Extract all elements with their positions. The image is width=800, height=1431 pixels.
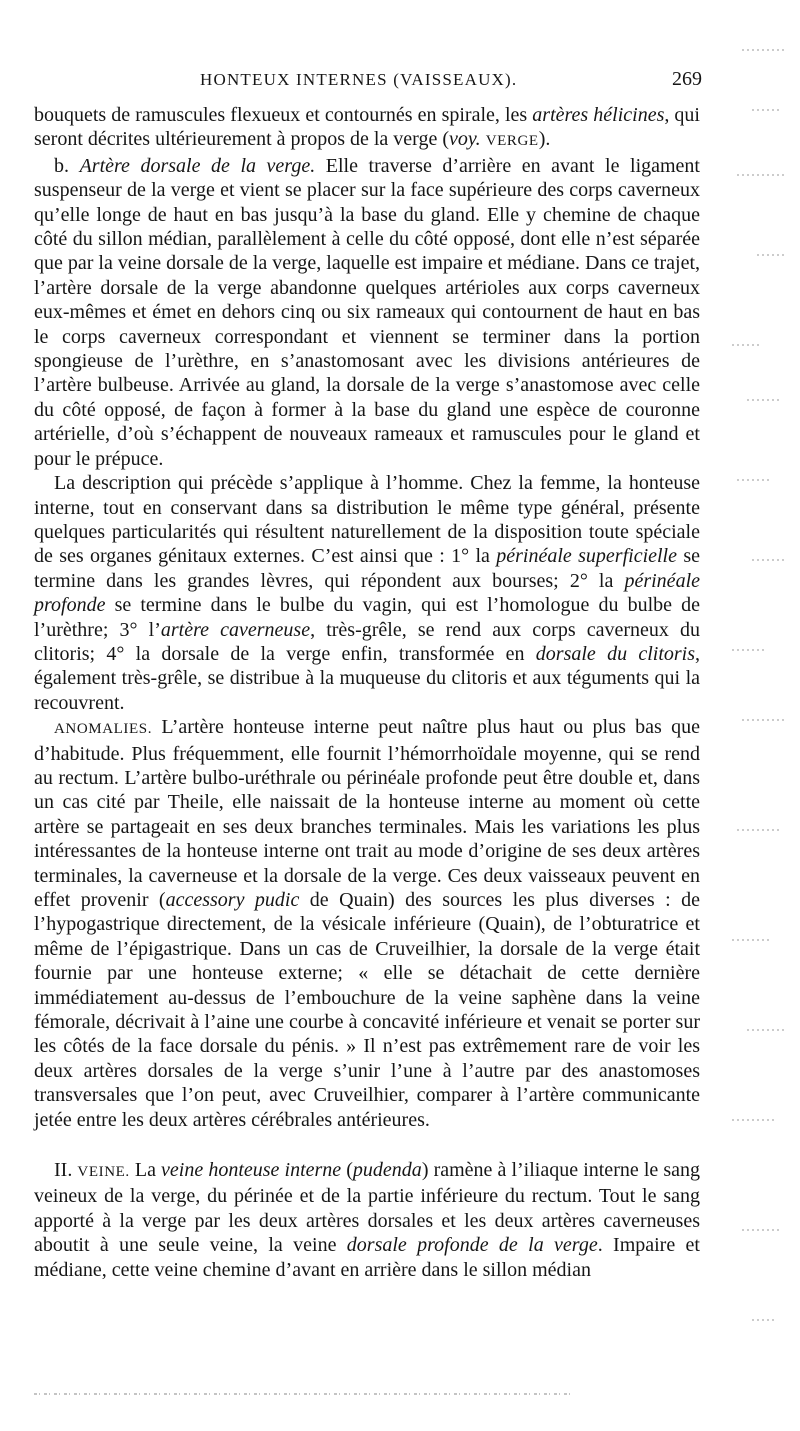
small-caps-heading: VEINE. bbox=[77, 1164, 130, 1181]
section-gap bbox=[34, 1132, 700, 1158]
italic-term: périnéale profonde bbox=[34, 569, 700, 617]
small-caps-heading: VERGE bbox=[485, 133, 539, 150]
paragraph-dorsal-artery: b. Artère dorsale de la verge. Elle traverse d’arrière en avant le ligament suspenseur de la verge et vient se placer sur la face supérieure des corps caverneux qu’elle longe de haut en bas jusqu’à la base du gland. Elle y chemine de chaque côté du sillon médian, parallèlement à celle du côté opposé, dont elle n’est séparée que par la veine dorsale de la verge, laquelle est impaire et médiane. Dans ce trajet, l’artère dorsale de la verge abandonne quelques artérioles aux corps caverneux eux-mêmes et émet en dehors cinq ou six rameaux qui contournent de haut en bas le corps caverneux correspondant et viennent se terminer dans la portion spongieuse de l’urèthre, en s’anastomosant avec les divisions antérieures de l’artère bulbeuse. Arrivée au gland, la dorsale de la verge s’anastomose avec celle du côté opposé, de façon à former à la base du gland une espèce de couronne artérielle, d’où s’échappent de nouveaux rameaux et ramuscules pour le gland et pour le prépuce. bbox=[34, 154, 700, 470]
italic-term: voy. bbox=[449, 128, 481, 151]
italic-term: dorsale du clitoris bbox=[535, 642, 695, 665]
italic-term: pudenda bbox=[352, 1159, 422, 1182]
italic-term: Artère dorsale de la verge. bbox=[79, 154, 316, 177]
small-caps-heading: ANOMALIES. bbox=[54, 721, 153, 738]
italic-term: veine honteuse interne bbox=[161, 1159, 342, 1182]
running-head bbox=[200, 70, 700, 96]
italic-term: artères hélicines bbox=[532, 104, 665, 126]
running-title: HONTEUX INTERNES (VAISSEAUX). bbox=[200, 70, 518, 89]
page-number: 269 bbox=[672, 68, 702, 90]
paragraph-anomalies: ANOMALIES. L’artère honteuse interne peut naître plus haut ou plus bas que d’habitude. Plus fréquemment, elle fournit l’hémorrhoïdale moyenne, qui se rend au rectum. L’artère bulbo-uréthrale ou périnéale profonde peut être double et, dans un cas cité par Theile, elle naissait de la honteuse interne au moment où cette artère se partageait en ses deux branches terminales. Mais les variations les plus intéressantes de la honteuse interne ont trait au mode d’origine de ses deux artères terminales, la caverneuse et la dorsale de la verge. Ces deux vaisseaux peuvent en effet provenir (accessory pudic de Quain) des sources les plus diverses : de l’hypogastrique directement, de la vésicale inférieure (Quain), de l’obturatrice et même de l’épigastrique. Dans un cas de Cruveilhier, la dorsale de la verge était fournie par une honteuse externe; « elle se détachait de cette dernière immédiatement au-dessus de l’embouchure de la veine saphène dans la veine fémorale, décrivait à l’aine une courbe à concavité inférieure et venait se porter sur les côtés de la face dorsale du pénis. » Il n’est pas extrêmement rare de voir les deux artères dorsales de la verge s’unir l’une à l’autre par des anastomoses transversales que l’on peut, avec Cruveilhier, comparer à l’artère communicante jetée entre les deux artères cérébrales antérieures. bbox=[34, 716, 700, 1131]
italic-term: périnéale superficielle bbox=[496, 545, 677, 568]
paragraph-female-anatomy: La description qui précède s’applique à l’homme. Chez la femme, la honteuse interne, tout en conservant dans sa distribution le même type général, présente quelques particularités qui résultent naturellement de la disposition toute spéciale de ses organes génitaux externes. C’est ainsi que : 1° la périnéale superficielle se termine dans les grandes lèvres, qui répondent aux bourses; 2° la périnéale profonde se termine dans le bulbe du vagin, qui est l’homologue du bulbe de l’urèthre; 3° l’artère caverneuse, très-grêle, se rend aux corps caverneux du clitoris; 4° la dorsale de la verge enfin, transformée en dorsale du clitoris, également très-grêle, se distribue à la muqueuse du clitoris et aux téguments qui la recouvrent. bbox=[34, 472, 701, 714]
bottom-scan-noise bbox=[34, 1392, 574, 1396]
paragraph-helicine-arteries: bouquets de ramuscules flexueux et contournés en spirale, les artères hélicines, qui seront décrites ultérieurement à propos de la verge (voy. VERGE). bbox=[34, 104, 700, 151]
italic-term: dorsale profonde de la verge bbox=[346, 1234, 598, 1257]
italic-term: artère caverneuse bbox=[160, 618, 311, 641]
italic-term: accessory pudic bbox=[165, 889, 300, 911]
paragraph-vein: II. VEINE. La veine honteuse interne (pudenda) ramène à l’iliaque interne le sang veineux de la verge, du périnée et de la partie inférieure du rectum. Tout le sang apporté à la verge par les deux artères dorsales et les deux artères caverneuses aboutit à une seule veine, la veine dorsale profonde de la verge. Impaire et médiane, cette veine chemine d’avant en arrière dans le sillon médian bbox=[34, 1159, 700, 1281]
body-text bbox=[34, 103, 700, 1282]
margin-scan-noise bbox=[732, 40, 792, 1360]
